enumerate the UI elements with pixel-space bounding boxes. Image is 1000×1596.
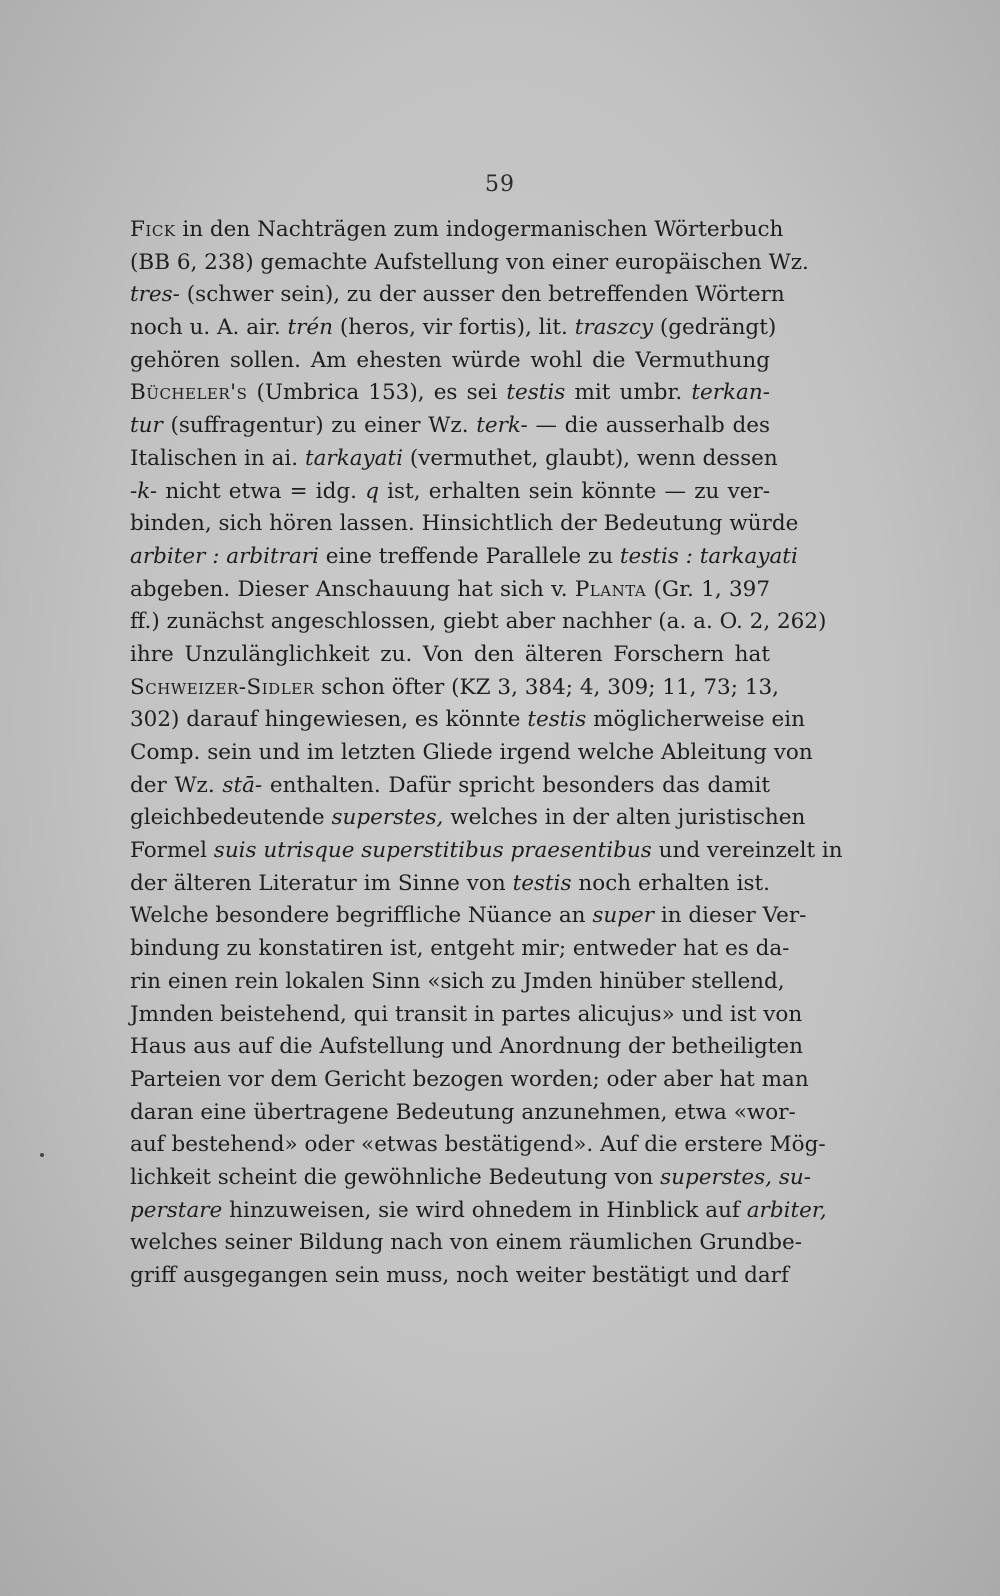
- text-run: Jmnden beistehend, qui transit in partes alicujus» und ist von: [130, 1001, 803, 1027]
- text-run: Parteien vor dem Gericht bezogen worden; oder aber hat man: [130, 1066, 809, 1092]
- text-line: [130, 377, 770, 410]
- text-line: [130, 1064, 809, 1097]
- text-line: [130, 345, 770, 378]
- text-run: abgeben. Dieser Anschauung hat sich v.: [130, 576, 575, 602]
- text-line: [130, 900, 807, 933]
- cited-word: superstes,: [331, 805, 444, 831]
- cited-word: q: [365, 478, 379, 504]
- text-run: in dieser Ver-: [653, 903, 807, 929]
- text-run: (BB 6, 238) gemachte Aufstellung von einer europäischen Wz.: [130, 249, 809, 275]
- text-line: [130, 1260, 789, 1293]
- text-run: Formel: [130, 838, 214, 864]
- text-run: ff.) zunächst angeschlossen, giebt aber nachher (a. a. O. 2, 262): [130, 609, 827, 635]
- body-text: [130, 214, 843, 1293]
- text-run: Welche besondere begriffliche Nüance an: [130, 903, 593, 929]
- cited-word: testis: [506, 380, 566, 406]
- text-run: auf bestehend» oder «etwas bestätigend». Auf die erstere Mög-: [130, 1132, 826, 1158]
- cited-word: testis: [527, 707, 587, 733]
- text-line: [130, 1129, 826, 1162]
- cited-word: terk-: [476, 413, 528, 439]
- text-run: (Gr. 1, 397: [646, 576, 771, 602]
- text-line: [130, 770, 770, 803]
- text-line: [130, 704, 805, 737]
- text-run: Haus aus auf die Aufstellung und Anordnung der betheiligten: [130, 1034, 803, 1060]
- text-run: gehören sollen. Am ehesten würde wohl die Vermuthung: [130, 347, 770, 373]
- text-line: [130, 868, 770, 901]
- paper-speck: [40, 1153, 44, 1157]
- text-line: [130, 279, 785, 312]
- text-line: [130, 737, 813, 770]
- text-line: [130, 999, 803, 1032]
- author-name: Bücheler's: [130, 380, 248, 406]
- cited-word: suis utrisque superstitibus praesentibus: [213, 838, 652, 864]
- text-run: der älteren Literatur im Sinne von: [130, 870, 513, 896]
- text-line: [130, 214, 784, 247]
- cited-word: traszcy: [574, 315, 654, 341]
- text-run: (Umbrica 153), es sei: [247, 380, 507, 406]
- text-line: [130, 410, 770, 443]
- text-run: (suffragentur) zu einer Wz.: [162, 413, 477, 439]
- text-run: welches seiner Bildung nach von einem räumlichen Grundbe-: [130, 1230, 802, 1256]
- text-line: [130, 966, 785, 999]
- cited-word: testis: [512, 870, 572, 896]
- text-run: (schwer sein), zu der ausser den betreffenden Wörtern: [179, 282, 785, 308]
- text-run: gleichbedeutende: [130, 805, 332, 831]
- text-line: [130, 835, 843, 868]
- text-run: eine treffende Parallele zu: [318, 543, 620, 569]
- text-line: [130, 312, 777, 345]
- text-line: [130, 508, 799, 541]
- text-line: [130, 1097, 796, 1130]
- text-run: und vereinzelt in: [651, 838, 843, 864]
- text-run: Italischen in ai.: [130, 445, 305, 471]
- text-line: [130, 1031, 803, 1064]
- text-line: [130, 476, 770, 509]
- text-line: [130, 672, 779, 705]
- text-run: nicht etwa = idg.: [157, 478, 366, 504]
- text-run: (vermuthet, glaubt), wenn dessen: [403, 445, 778, 471]
- cited-word: terkan-: [691, 380, 770, 406]
- cited-word: arbiter : arbitrari: [130, 543, 319, 569]
- text-line: [130, 933, 790, 966]
- text-line: [130, 802, 806, 835]
- text-run: möglicherweise ein: [586, 707, 805, 733]
- text-run: binden, sich hören lassen. Hinsichtlich der Bedeutung würde: [130, 511, 799, 537]
- text-line: [130, 1162, 811, 1195]
- text-run: schon öfter (KZ 3, 384; 4, 309; 11, 73; 13,: [314, 674, 779, 700]
- text-line: [130, 443, 778, 476]
- text-run: ist, erhalten sein könnte — zu ver-: [378, 478, 770, 504]
- text-line: [130, 541, 798, 574]
- text-run: hinzuweisen, sie wird ohnedem in Hinblick auf: [222, 1197, 747, 1223]
- text-line: [130, 247, 809, 280]
- text-run: welches in der alten juristischen: [443, 805, 806, 831]
- text-run: enthalten. Dafür spricht besonders das damit: [262, 772, 770, 798]
- text-line: [130, 606, 827, 639]
- text-run: (heros, vir fortis), lit.: [333, 315, 575, 341]
- text-run: in den Nachträgen zum indogermanischen Wörterbuch: [175, 217, 784, 242]
- author-name: Schweizer-Sidler: [130, 674, 315, 700]
- text-line: [130, 639, 770, 672]
- cited-word: perstare: [130, 1197, 223, 1223]
- cited-word: arbiter,: [746, 1197, 827, 1223]
- text-run: noch u. A. air.: [130, 315, 288, 341]
- text-run: 302) darauf hingewiesen, es könnte: [130, 707, 528, 733]
- author-name: Fick: [130, 217, 176, 242]
- cited-word: super: [592, 903, 654, 929]
- text-run: rin einen rein lokalen Sinn «sich zu Jmden hinüber stellend,: [130, 968, 785, 994]
- cited-word: -k-: [130, 478, 158, 504]
- cited-word: testis : tarkayati: [619, 543, 798, 569]
- cited-word: tur: [130, 413, 163, 439]
- text-line: [130, 1195, 827, 1228]
- text-run: der Wz.: [130, 772, 223, 798]
- page-number: 59: [485, 172, 515, 197]
- cited-word: tarkayati: [304, 445, 404, 471]
- cited-word: trén: [287, 315, 334, 341]
- text-run: mit umbr.: [565, 380, 692, 406]
- cited-word: stā-: [222, 772, 263, 798]
- text-run: Comp. sein und im letzten Gliede irgend welche Ableitung von: [130, 740, 813, 765]
- text-line: [130, 574, 770, 607]
- text-run: ihre Unzulänglichkeit zu. Von den älteren Forschern hat: [130, 641, 770, 667]
- text-run: bindung zu konstatiren ist, entgeht mir; entweder hat es da-: [130, 936, 790, 962]
- text-run: lichkeit scheint die gewöhnliche Bedeutung von: [130, 1164, 661, 1190]
- author-name: Planta: [574, 576, 647, 602]
- text-run: daran eine übertragene Bedeutung anzunehmen, etwa «wor-: [130, 1099, 796, 1125]
- text-line: [130, 1227, 802, 1260]
- text-run: griff ausgegangen sein muss, noch weiter bestätigt und darf: [130, 1263, 789, 1288]
- text-run: (gedrängt): [653, 315, 777, 341]
- cited-word: tres-: [130, 282, 180, 308]
- text-run: noch erhalten ist.: [571, 870, 770, 896]
- cited-word: superstes, su-: [660, 1164, 811, 1190]
- text-run: — die ausserhalb des: [527, 413, 770, 439]
